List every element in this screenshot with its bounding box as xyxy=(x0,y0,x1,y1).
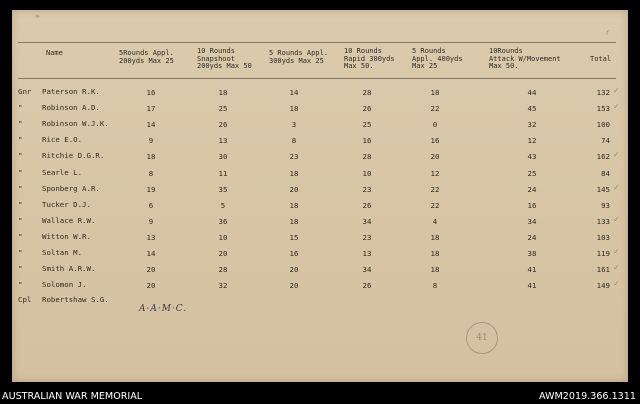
row-prefix: " xyxy=(18,216,23,225)
check-mark: ✓ xyxy=(613,183,620,192)
score-col1: 17 xyxy=(146,104,156,113)
score-col6: 24 xyxy=(527,233,537,242)
row-name: Soltan M. xyxy=(42,248,83,257)
score-col4: 10 xyxy=(362,169,372,178)
row-name: Searle L. xyxy=(42,168,83,177)
score-col5: 18 xyxy=(430,249,440,258)
row-prefix: Gnr xyxy=(18,87,32,96)
last-row-prefix: Cpl xyxy=(18,295,32,304)
score-col4: 25 xyxy=(362,120,372,129)
row-name: Rice E.O. xyxy=(42,135,83,144)
score-col3: 16 xyxy=(289,249,299,258)
score-col2: 35 xyxy=(218,185,228,194)
row-name: Tucker D.J. xyxy=(42,200,91,209)
score-col3: 18 xyxy=(289,104,299,113)
check-mark: ✓ xyxy=(613,279,620,288)
row-total: 161 xyxy=(596,265,610,274)
score-col2: 36 xyxy=(218,217,228,226)
score-col2: 18 xyxy=(218,88,228,97)
handwritten-annotation: A·A·M·C. xyxy=(139,304,188,314)
score-col3: 20 xyxy=(289,185,299,194)
check-mark: ✓ xyxy=(613,263,620,272)
score-col1: 20 xyxy=(146,281,156,290)
footer-institution: AUSTRALIAN WAR MEMORIAL xyxy=(2,391,143,402)
score-col5: 12 xyxy=(430,169,440,178)
header-col2: 10 Rounds Snapshoot 200yds Max 50 xyxy=(197,47,252,71)
row-total: 74 xyxy=(601,136,610,145)
row-name: Robinson W.J.K. xyxy=(42,119,109,128)
score-col6: 38 xyxy=(527,249,537,258)
score-col2: 10 xyxy=(218,233,228,242)
score-col6: 44 xyxy=(527,88,537,97)
header-name: Name xyxy=(46,49,63,57)
row-total: 93 xyxy=(601,201,610,210)
row-total: 133 xyxy=(596,217,610,226)
score-col4: 28 xyxy=(362,88,372,97)
check-mark: ✓ xyxy=(613,86,620,95)
score-col3: 18 xyxy=(289,169,299,178)
check-mark: ✓ xyxy=(613,215,620,224)
score-col5: 18 xyxy=(430,88,440,97)
score-col6: 25 xyxy=(527,169,537,178)
header-col3: 5 Rounds Appl. 300yds Max 25 xyxy=(269,49,329,65)
row-total: 84 xyxy=(601,169,610,178)
header-col5: 5 Rounds Appl. 400yds Max 25 xyxy=(412,47,463,71)
header-rule xyxy=(18,78,616,79)
score-col2: 25 xyxy=(218,104,228,113)
check-mark: ✓ xyxy=(613,102,620,111)
score-col5: 8 xyxy=(432,281,438,290)
row-name: Solomon J. xyxy=(42,280,87,289)
score-col5: 20 xyxy=(430,152,440,161)
score-col5: 18 xyxy=(430,233,440,242)
row-prefix: " xyxy=(18,168,23,177)
row-prefix: " xyxy=(18,280,23,289)
score-col4: 26 xyxy=(362,104,372,113)
score-col2: 5 xyxy=(220,201,226,210)
score-col1: 9 xyxy=(148,136,154,145)
score-col4: 23 xyxy=(362,185,372,194)
row-total: 162 xyxy=(596,152,610,161)
row-name: Wallace R.W. xyxy=(42,216,96,225)
stamp-text: 41 xyxy=(476,333,488,343)
score-col4: 23 xyxy=(362,233,372,242)
score-col4: 34 xyxy=(362,265,372,274)
score-col1: 14 xyxy=(146,120,156,129)
score-col3: 18 xyxy=(289,217,299,226)
score-col3: 8 xyxy=(291,136,297,145)
score-col5: 18 xyxy=(430,265,440,274)
document-page xyxy=(12,10,628,382)
row-prefix: " xyxy=(18,232,23,241)
score-col4: 13 xyxy=(362,249,372,258)
score-col2: 28 xyxy=(218,265,228,274)
score-col2: 11 xyxy=(218,169,228,178)
row-total: 145 xyxy=(596,185,610,194)
score-col2: 30 xyxy=(218,152,228,161)
row-total: 149 xyxy=(596,281,610,290)
score-col4: 26 xyxy=(362,281,372,290)
score-col1: 6 xyxy=(148,201,154,210)
score-col1: 20 xyxy=(146,265,156,274)
row-name: Witton W.R. xyxy=(42,232,91,241)
row-prefix: " xyxy=(18,200,23,209)
score-col5: 0 xyxy=(432,120,438,129)
row-total: 132 xyxy=(596,88,610,97)
score-col3: 20 xyxy=(289,265,299,274)
score-col6: 41 xyxy=(527,265,537,274)
score-col4: 16 xyxy=(362,136,372,145)
header-col4: 10 Rounds Rapid 300yds Max 50. xyxy=(344,47,395,71)
row-name: Sponberg A.R. xyxy=(42,184,100,193)
score-col6: 24 xyxy=(527,185,537,194)
header-col1: 5Rounds Appl. 200yds Max 25 xyxy=(119,49,174,65)
score-col1: 16 xyxy=(146,88,156,97)
score-col3: 23 xyxy=(289,152,299,161)
score-col6: 16 xyxy=(527,201,537,210)
score-col3: 15 xyxy=(289,233,299,242)
row-prefix: " xyxy=(18,184,23,193)
score-col6: 34 xyxy=(527,217,537,226)
paper-mark-right: r xyxy=(606,28,610,37)
score-col1: 18 xyxy=(146,152,156,161)
score-col5: 4 xyxy=(432,217,438,226)
score-col6: 32 xyxy=(527,120,537,129)
row-prefix: " xyxy=(18,151,23,160)
score-col3: 14 xyxy=(289,88,299,97)
header-total: Total xyxy=(590,55,612,63)
row-total: 100 xyxy=(596,120,610,129)
check-mark: ✓ xyxy=(613,247,620,256)
row-prefix: " xyxy=(18,135,23,144)
score-col1: 19 xyxy=(146,185,156,194)
row-name: Ritchie D.G.R. xyxy=(42,151,105,160)
score-col2: 32 xyxy=(218,281,228,290)
row-name: Smith A.R.W. xyxy=(42,264,96,273)
score-col5: 16 xyxy=(430,136,440,145)
score-col4: 26 xyxy=(362,201,372,210)
footer-accession: AWM2019.366.1311 xyxy=(538,391,636,402)
score-col2: 26 xyxy=(218,120,228,129)
score-col1: 8 xyxy=(148,169,154,178)
row-total: 153 xyxy=(596,104,610,113)
score-col1: 13 xyxy=(146,233,156,242)
row-prefix: " xyxy=(18,103,23,112)
score-col2: 20 xyxy=(218,249,228,258)
row-name: Robinson A.D. xyxy=(42,103,100,112)
score-col2: 13 xyxy=(218,136,228,145)
score-col6: 45 xyxy=(527,104,537,113)
score-col5: 22 xyxy=(430,185,440,194)
row-total: 103 xyxy=(596,233,610,242)
score-col1: 9 xyxy=(148,217,154,226)
score-col4: 34 xyxy=(362,217,372,226)
score-col1: 14 xyxy=(146,249,156,258)
score-col6: 43 xyxy=(527,152,537,161)
score-col5: 22 xyxy=(430,104,440,113)
score-col5: 22 xyxy=(430,201,440,210)
row-name: Paterson R.K. xyxy=(42,87,100,96)
score-col4: 28 xyxy=(362,152,372,161)
score-col6: 12 xyxy=(527,136,537,145)
last-row-name: Robertshaw S.G. xyxy=(42,295,109,304)
row-total: 119 xyxy=(596,249,610,258)
circled-page-number xyxy=(466,322,498,354)
score-col3: 18 xyxy=(289,201,299,210)
check-mark: ✓ xyxy=(613,150,620,159)
header-col6: 10Rounds Attack W/Movement Max 50. xyxy=(489,47,561,71)
score-col3: 3 xyxy=(291,120,297,129)
row-prefix: " xyxy=(18,248,23,257)
score-col3: 20 xyxy=(289,281,299,290)
score-col6: 41 xyxy=(527,281,537,290)
top-rule xyxy=(18,42,616,43)
row-prefix: " xyxy=(18,119,23,128)
row-prefix: " xyxy=(18,264,23,273)
paper-mark-left: ❧ xyxy=(34,12,41,21)
